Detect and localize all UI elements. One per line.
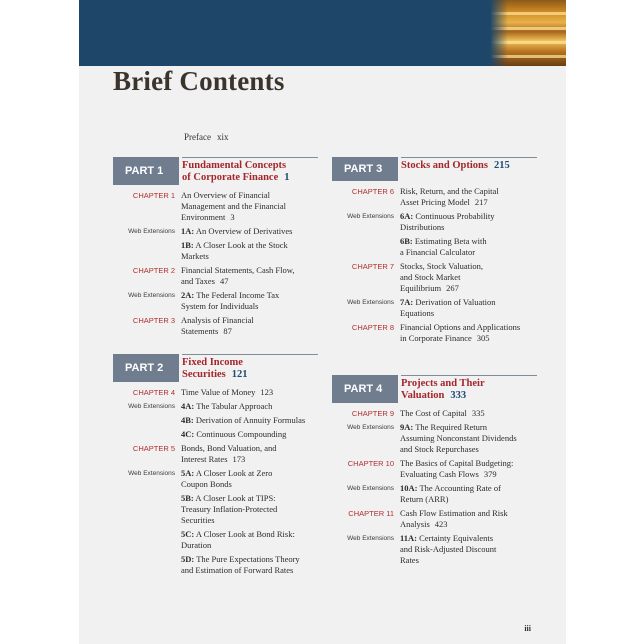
chapter-label: CHAPTER 6 [351, 187, 394, 196]
chapter-label: CHAPTER 7 [351, 262, 394, 271]
entry-text [400, 297, 537, 319]
web-extensions-label: Web Extensions [347, 535, 394, 542]
entry-code: 10A: [400, 483, 418, 493]
entry-line: Treasury Inflation-Protected [181, 504, 278, 514]
entry-line: The Required Return [415, 422, 487, 432]
entry-code: 11A: [400, 533, 417, 543]
entry-line: Financial Statements, Cash Flow, [181, 265, 295, 275]
entry-code: 5C: [181, 529, 195, 539]
entry-code: 7A: [400, 297, 414, 307]
entry-line: Stocks, Stock Valuation, [400, 261, 483, 271]
part-title-line: Stocks and Options [401, 160, 488, 171]
entry-line: in Corporate Finance [400, 333, 472, 343]
web-extensions-label: Web Extensions [128, 228, 175, 235]
web-extension-entry [332, 211, 537, 233]
chapter-entry [332, 186, 537, 208]
entry-text [181, 468, 318, 490]
entry-text [181, 415, 318, 426]
chapter-label: CHAPTER 11 [348, 509, 394, 518]
entry-text [400, 261, 537, 294]
entry-code: 1B: [181, 240, 194, 250]
entry-code: 5A: [181, 468, 195, 478]
entry-line: Financial Options and Applications [400, 322, 521, 332]
entry-line: Statements [181, 326, 219, 336]
entry-line: and Stock Market [400, 272, 461, 282]
entry-line: Interest Rates [181, 454, 228, 464]
entry-page-number: 423 [434, 519, 448, 529]
web-extension-entry [113, 401, 318, 412]
entry-text [400, 533, 537, 566]
entry-line: Management and the Financial [181, 201, 287, 211]
preface-page: xix [216, 132, 229, 142]
entry-line: Analysis of Financial [181, 315, 254, 325]
entry-line: Return (ARR) [400, 494, 449, 504]
web-extensions-label: Web Extensions [347, 213, 394, 220]
chapter-entry [113, 190, 318, 223]
chapter-entry [332, 458, 537, 480]
part-title [401, 157, 537, 172]
part-page-number: 1 [284, 172, 290, 183]
part-page-number: 215 [493, 160, 510, 171]
chapter-label: CHAPTER 4 [132, 388, 175, 397]
entry-text [181, 529, 318, 551]
preface-label: Preface [184, 132, 211, 142]
entry-text [181, 554, 318, 576]
entry-code: 4B: [181, 415, 194, 425]
entry-line: Derivation of Annuity Formulas [195, 415, 306, 425]
entry-line: A Closer Look at TIPS: [195, 493, 276, 503]
chapter-entry [113, 387, 318, 398]
entry-code: 1A: [181, 226, 195, 236]
entry-text [181, 290, 318, 312]
part-title-line: Fixed Income [182, 357, 243, 368]
chapter-label: CHAPTER 1 [132, 191, 175, 200]
web-extensions-label [332, 236, 400, 258]
book-page [79, 0, 566, 644]
entry-page-number: 335 [471, 408, 485, 418]
entry-line: Equilibrium [400, 283, 442, 293]
web-extensions-label [113, 415, 181, 426]
entry-page-number: 217 [474, 197, 488, 207]
entry-line: The Basics of Capital Budgeting: [400, 458, 514, 468]
web-extension-entry [332, 236, 537, 258]
web-extensions-label: Web Extensions [128, 403, 175, 410]
entry-text [181, 315, 318, 337]
entry-line: A Closer Look at Bond Risk: [195, 529, 295, 539]
entry-code: 5B: [181, 493, 194, 503]
part-title-line: Securities [182, 369, 226, 380]
entry-line: Continuous Probability [415, 211, 495, 221]
left-column [113, 157, 318, 579]
entry-text [181, 387, 318, 398]
entry-line: Time Value of Money [181, 387, 256, 397]
entry-line: Cash Flow Estimation and Risk [400, 508, 508, 518]
entry-text [181, 493, 318, 526]
entry-line: Bonds, Bond Valuation, and [181, 443, 277, 453]
chapter-label: CHAPTER 10 [347, 459, 394, 468]
entry-text [400, 186, 537, 208]
part-label: PART 4 [332, 375, 398, 403]
web-extension-entry [113, 529, 318, 551]
entry-line: The Cost of Capital [400, 408, 467, 418]
web-extension-entry [113, 240, 318, 262]
entry-code: 4C: [181, 429, 195, 439]
entry-line: Environment [181, 212, 226, 222]
entry-line: Rates [400, 555, 419, 565]
chapter-label: CHAPTER 2 [132, 266, 175, 275]
web-extension-entry [332, 297, 537, 319]
web-extensions-label: Web Extensions [347, 485, 394, 492]
entry-line: Securities [181, 515, 215, 525]
web-extension-entry [113, 290, 318, 312]
entry-text [181, 240, 318, 262]
entry-line: An Overview of Financial [181, 190, 270, 200]
entry-text [400, 322, 537, 344]
entry-line: Equations [400, 308, 434, 318]
chapter-label: CHAPTER 9 [351, 409, 394, 418]
entry-line: A Closer Look at Zero [195, 468, 273, 478]
web-extensions-label [113, 493, 181, 526]
entry-text [400, 458, 537, 480]
entry-line: Assuming Nonconstant Dividends [400, 433, 517, 443]
part-title [401, 375, 537, 402]
entry-line: a Financial Calculator [400, 247, 476, 257]
entry-text [181, 401, 318, 412]
entry-page-number: 3 [230, 212, 235, 222]
web-extensions-label [113, 240, 181, 262]
entry-line: The Pure Expectations Theory [196, 554, 300, 564]
entry-line: Estimating Beta with [414, 236, 487, 246]
web-extensions-label: Web Extensions [128, 292, 175, 299]
entry-text [400, 508, 537, 530]
web-extension-entry [113, 415, 318, 426]
part-label: PART 3 [332, 157, 398, 181]
part-label: PART 2 [113, 354, 179, 382]
web-extensions-label [113, 529, 181, 551]
chapter-entry [332, 508, 537, 530]
part-title-line: Fundamental Concepts [182, 160, 287, 171]
part-header [332, 157, 537, 181]
entry-line: Certainty Equivalents [419, 533, 494, 543]
part-label: PART 1 [113, 157, 179, 185]
entry-line: Markets [181, 251, 209, 261]
web-extension-entry [113, 226, 318, 237]
web-extension-entry [332, 533, 537, 566]
entry-line: Risk, Return, and the Capital [400, 186, 499, 196]
entry-page-number: 47 [219, 276, 229, 286]
entry-line: An Overview of Derivatives [195, 226, 293, 236]
chapter-entry [332, 408, 537, 419]
entry-line: Analysis [400, 519, 430, 529]
entry-line: and Estimation of Forward Rates [181, 565, 294, 575]
web-extensions-label [113, 429, 181, 440]
entry-code: 2A: [181, 290, 195, 300]
entry-code: 6B: [400, 236, 413, 246]
header-band [79, 0, 566, 66]
entry-page-number: 379 [483, 469, 497, 479]
chapter-entry [113, 265, 318, 287]
chapter-entry [113, 315, 318, 337]
web-extension-entry [113, 554, 318, 576]
entry-line: System for Individuals [181, 301, 259, 311]
chapter-label: CHAPTER 3 [132, 316, 175, 325]
entry-line: The Federal Income Tax [196, 290, 280, 300]
entry-page-number: 267 [446, 283, 459, 293]
entry-page-number: 123 [260, 387, 274, 397]
entry-page-number: 305 [476, 333, 490, 343]
entry-line: and Taxes [181, 276, 215, 286]
entry-text [400, 236, 537, 258]
part-page-number: 333 [450, 390, 467, 401]
entry-code: 6A: [400, 211, 414, 221]
entry-line: Asset Pricing Model [400, 197, 470, 207]
page-number: iii [524, 624, 531, 633]
entry-line: Evaluating Cash Flows [400, 469, 479, 479]
part-title-line: Valuation [401, 390, 445, 401]
entry-text [181, 429, 318, 440]
entry-line: and Stock Repurchases [400, 444, 479, 454]
web-extensions-label: Web Extensions [347, 299, 394, 306]
part-title-line: Projects and Their [401, 378, 485, 389]
page-title: Brief Contents [113, 66, 285, 96]
chapter-entry [332, 261, 537, 294]
entry-text [181, 226, 318, 237]
entry-line: Continuous Compounding [196, 429, 287, 439]
entry-text [400, 408, 537, 419]
entry-line: and Risk-Adjusted Discount [400, 544, 497, 554]
entry-line: Coupon Bonds [181, 479, 232, 489]
part-page-number: 121 [231, 369, 248, 380]
chapter-label: CHAPTER 8 [351, 323, 394, 332]
entry-page-number: 87 [223, 326, 232, 336]
entry-line: The Tabular Approach [196, 401, 273, 411]
entry-text [181, 265, 318, 287]
part-title [182, 354, 318, 381]
web-extensions-label: Web Extensions [128, 470, 175, 477]
entry-text [181, 443, 318, 465]
entry-code: 4A: [181, 401, 195, 411]
chapter-entry [332, 322, 537, 344]
part-header [113, 354, 318, 382]
web-extension-entry [332, 422, 537, 455]
entry-text [400, 422, 537, 455]
web-extension-entry [113, 468, 318, 490]
web-extensions-label: Web Extensions [347, 424, 394, 431]
entry-code: 9A: [400, 422, 414, 432]
chapter-entry [113, 443, 318, 465]
web-extension-entry [113, 429, 318, 440]
web-extension-entry [113, 493, 318, 526]
part-title-line: of Corporate Finance [182, 172, 279, 183]
entry-code: 5D: [181, 554, 195, 564]
entry-line: The Accounting Rate of [419, 483, 501, 493]
right-column [332, 157, 537, 569]
entry-text [400, 211, 537, 233]
entry-text [400, 483, 537, 505]
web-extension-entry [332, 483, 537, 505]
part-header [113, 157, 318, 185]
entry-line: Derivation of Valuation [415, 297, 496, 307]
entry-page-number: 173 [232, 454, 246, 464]
entry-line: A Closer Look at the Stock [195, 240, 288, 250]
entry-line: Duration [181, 540, 212, 550]
header-photo [490, 0, 566, 66]
part-header [332, 375, 537, 403]
preface-line [184, 132, 229, 142]
web-extensions-label [113, 554, 181, 576]
entry-text [181, 190, 318, 223]
entry-line: Distributions [400, 222, 445, 232]
part-title [182, 157, 318, 184]
chapter-label: CHAPTER 5 [132, 444, 175, 453]
